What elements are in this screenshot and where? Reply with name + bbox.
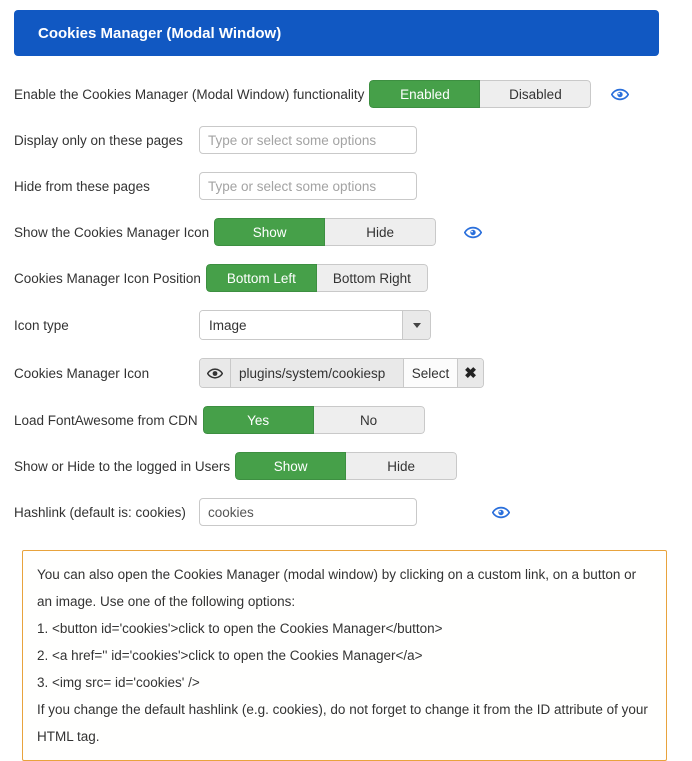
yes-button[interactable]: Yes: [203, 406, 314, 434]
eye-icon[interactable]: [611, 88, 629, 101]
eye-icon[interactable]: [492, 506, 510, 519]
field-label: Cookies Manager Icon: [14, 365, 150, 381]
field-label: Display only on these pages: [14, 132, 183, 148]
field-label: Cookies Manager Icon Position: [14, 270, 201, 286]
row-icon-position: [14, 264, 692, 292]
row-show-icon: [14, 218, 692, 246]
info-note: If you change the default hashlink (e.g. cookies), do not forget to change it from the ID attribute of your HTML tag.: [37, 702, 648, 744]
panel-title: Cookies Manager (Modal Window): [38, 24, 282, 42]
clear-icon[interactable]: ✖: [458, 359, 483, 387]
panel-header: [14, 10, 659, 56]
info-option-2: 2. <a href='' id='cookies'>click to open the Cookies Manager</a>: [37, 648, 423, 663]
bottom-left-button[interactable]: Bottom Left: [206, 264, 317, 292]
eye-icon[interactable]: [464, 226, 482, 239]
row-fontawesome-cdn: [14, 406, 692, 434]
field-label: Show the Cookies Manager Icon: [14, 224, 210, 240]
enable-toggle-group: [369, 80, 591, 108]
bottom-right-button[interactable]: Bottom Right: [317, 264, 428, 292]
hashlink-input[interactable]: [199, 498, 417, 526]
select-file-button[interactable]: Select: [404, 359, 458, 387]
field-label: Load FontAwesome from CDN: [14, 412, 198, 428]
field-label: Icon type: [14, 317, 69, 333]
logged-users-toggle-group: [235, 452, 457, 480]
row-cookies-icon-file: [14, 358, 692, 388]
select-dropdown-button[interactable]: [402, 311, 430, 339]
disabled-button[interactable]: Disabled: [480, 80, 591, 108]
display-pages-input[interactable]: [199, 126, 417, 154]
no-button[interactable]: No: [314, 406, 425, 434]
hide-button[interactable]: Hide: [346, 452, 457, 480]
icon-position-toggle-group: [206, 264, 428, 292]
chevron-down-icon: [413, 323, 421, 328]
row-enable-functionality: [14, 80, 692, 108]
row-icon-type: [14, 310, 692, 340]
field-label: Show or Hide to the logged in Users: [14, 458, 231, 474]
show-icon-toggle-group: [214, 218, 436, 246]
fontawesome-toggle-group: [203, 406, 425, 434]
icon-file-path[interactable]: plugins/system/cookiesp: [231, 359, 404, 387]
row-logged-in-users: [14, 452, 692, 480]
field-label: Hashlink (default is: cookies): [14, 504, 186, 520]
info-option-3: 3. <img src= id='cookies' />: [37, 675, 200, 690]
icon-file-group: [199, 358, 484, 388]
show-button[interactable]: Show: [214, 218, 325, 246]
icon-type-selected-value: Image: [200, 311, 402, 339]
enabled-button[interactable]: Enabled: [369, 80, 480, 108]
hide-pages-input[interactable]: [199, 172, 417, 200]
row-hide-pages: [14, 172, 692, 200]
icon-type-select[interactable]: [199, 310, 431, 340]
field-label: Enable the Cookies Manager (Modal Window) functionality: [14, 86, 365, 102]
hide-button[interactable]: Hide: [325, 218, 436, 246]
field-label: Hide from these pages: [14, 178, 150, 194]
info-paragraph: You can also open the Cookies Manager (modal window) by clicking on a custom link, on a button or an image. Use one of the following options:: [37, 567, 637, 609]
info-option-1: 1. <button id='cookies'>click to open the Cookies Manager</button>: [37, 621, 443, 636]
row-hashlink: [14, 498, 692, 526]
usage-info-box: [22, 550, 667, 761]
row-display-pages: [14, 126, 692, 154]
show-button[interactable]: Show: [235, 452, 346, 480]
preview-eye-icon[interactable]: [200, 359, 231, 387]
